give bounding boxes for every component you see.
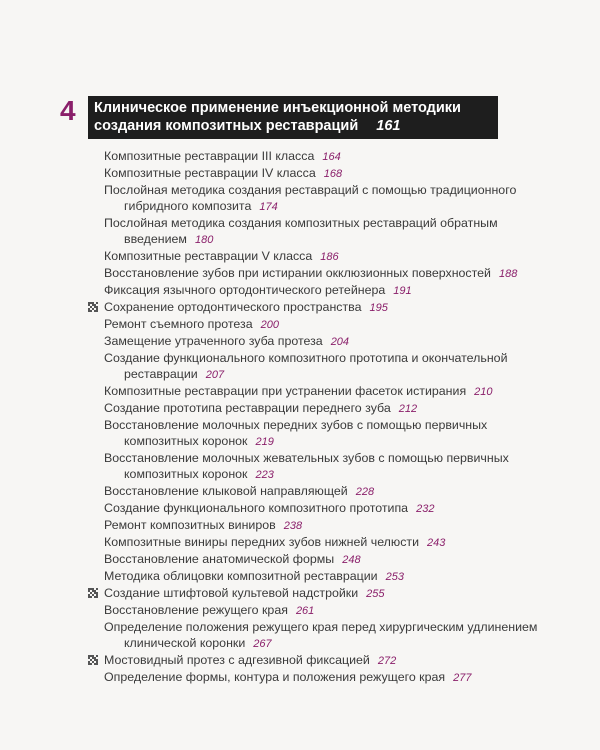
- toc-entry-page: 248: [342, 554, 361, 566]
- toc-entry-title-continuation: гибридного композита: [124, 199, 252, 213]
- toc-entry-title: Восстановление клыковой направляющей: [104, 484, 348, 498]
- toc-entry-title-continuation: композитных коронок: [124, 434, 248, 448]
- qr-code-icon: [88, 655, 98, 665]
- toc-entry-page: 232: [416, 503, 435, 515]
- toc-entry[interactable]: [84, 165, 554, 182]
- toc-entry[interactable]: [84, 500, 554, 517]
- toc-entry-title: Создание функционального композитного прототипа и окончательной: [104, 351, 508, 365]
- toc-entry-title: Ремонт съемного протеза: [104, 317, 253, 331]
- toc-entry-title: Создание функционального композитного прототипа: [104, 501, 409, 515]
- toc-entry-page: 168: [323, 168, 343, 180]
- toc-entry[interactable]: [84, 517, 554, 534]
- toc-entry-title: Восстановление анатомической формы: [104, 552, 335, 566]
- toc-entry[interactable]: [84, 182, 554, 215]
- toc-entry-page: 186: [320, 251, 339, 263]
- toc-entry-page: 180: [194, 234, 214, 246]
- toc-entry[interactable]: [84, 417, 554, 450]
- toc-entry[interactable]: [84, 602, 554, 619]
- chapter-title-box: [88, 96, 498, 139]
- toc-entry-page: 261: [295, 605, 315, 617]
- qr-code-icon: [88, 588, 98, 598]
- toc-entry-title: Фиксация язычного ортодонтического ретейнера: [104, 283, 386, 297]
- toc-entry-title-continuation: композитных коронок: [124, 467, 248, 481]
- toc-entry-page: 188: [498, 268, 518, 280]
- toc-entry-title: Замещение утраченного зуба протеза: [104, 334, 323, 348]
- toc-entry-title: Определение положения режущего края перед хирургическим удлинением: [104, 620, 538, 634]
- toc-entry-title: Композитные реставрации V класса: [104, 249, 313, 263]
- toc-entry[interactable]: [84, 299, 554, 316]
- chapter-number: 4: [60, 95, 76, 126]
- toc-entry-title: Создание штифтовой культевой надстройки: [104, 586, 359, 600]
- toc-entry-page: 174: [259, 201, 278, 213]
- toc-entry-page: 200: [260, 319, 279, 331]
- toc-entry-title: Ремонт композитных виниров: [104, 518, 276, 532]
- toc-entry-page: 272: [377, 655, 397, 667]
- toc-entry-page: 228: [355, 486, 375, 498]
- toc-entry[interactable]: [84, 585, 554, 602]
- chapter-title-line-1: Клиническое применение инъекционной методики: [94, 100, 461, 116]
- toc-entry[interactable]: [84, 450, 554, 483]
- toc-entry-title: Мостовидный протез с адгезивной фиксацией: [104, 653, 370, 667]
- toc-entry-title: Восстановление молочных передних зубов с помощью первичных: [104, 418, 488, 432]
- toc-entry-title: Восстановление молочных жевательных зубов с помощью первичных: [104, 451, 509, 465]
- toc-entry-title: Композитные виниры передних зубов нижней челюсти: [104, 535, 419, 549]
- toc-entry-page: 191: [393, 285, 412, 297]
- chapter-title-line-2: создания композитных реставраций: [94, 118, 359, 134]
- table-of-contents: [84, 148, 554, 686]
- toc-entry[interactable]: [84, 669, 554, 686]
- toc-entry-title-continuation: реставрации: [124, 367, 198, 381]
- toc-entry-title: Восстановление режущего края: [104, 603, 288, 617]
- toc-entry-page: 277: [453, 672, 472, 684]
- toc-entry-title: Послойная методика создания композитных реставраций обратным: [104, 216, 498, 230]
- toc-entry[interactable]: [84, 148, 554, 165]
- toc-entry-page: 204: [330, 336, 350, 348]
- toc-entry-page: 243: [427, 537, 446, 549]
- toc-entry-page: 255: [366, 588, 385, 600]
- toc-entry[interactable]: [84, 282, 554, 299]
- toc-entry-title: Восстановление зубов при истирании окклюзионных поверхностей: [104, 266, 491, 280]
- toc-entry[interactable]: [84, 652, 554, 669]
- toc-entry-title: Методика облицовки композитной реставрации: [104, 569, 378, 583]
- toc-entry[interactable]: [84, 619, 554, 652]
- toc-entry-title: Определение формы, контура и положения режущего края: [104, 670, 446, 684]
- toc-entry[interactable]: [84, 350, 554, 383]
- toc-entry-title-continuation: клинической коронки: [124, 636, 246, 650]
- chapter-page-number: 161: [376, 118, 401, 134]
- toc-entry-title-continuation: введением: [124, 232, 187, 246]
- toc-entry-page: 267: [253, 638, 272, 650]
- toc-entry[interactable]: [84, 316, 554, 333]
- toc-entry-page: 210: [474, 386, 493, 398]
- qr-code-icon: [88, 302, 98, 312]
- toc-entry-page: 212: [398, 403, 418, 415]
- toc-entry-title: Композитные реставрации III класса: [104, 149, 315, 163]
- toc-entry-page: 219: [255, 436, 274, 448]
- toc-entry[interactable]: [84, 383, 554, 400]
- toc-entry[interactable]: [84, 400, 554, 417]
- chapter-header: [60, 96, 498, 139]
- toc-entry-page: 223: [255, 469, 274, 481]
- toc-entry[interactable]: [84, 265, 554, 282]
- toc-entry[interactable]: [84, 483, 554, 500]
- toc-entry-page: 164: [322, 151, 341, 163]
- toc-entry[interactable]: [84, 534, 554, 551]
- toc-entry[interactable]: [84, 215, 554, 248]
- toc-entry[interactable]: [84, 568, 554, 585]
- toc-entry-title: Послойная методика создания реставраций с помощью традиционного: [104, 183, 517, 197]
- toc-entry-title: Композитные реставрации IV класса: [104, 166, 316, 180]
- toc-entry-title: Сохранение ортодонтического пространства: [104, 300, 362, 314]
- toc-entry-page: 195: [369, 302, 388, 314]
- toc-entry-title: Композитные реставрации при устранении фасеток истирания: [104, 384, 467, 398]
- toc-entry-page: 253: [385, 571, 404, 583]
- toc-entry-title: Создание прототипа реставрации переднего зуба: [104, 401, 391, 415]
- toc-entry-page: 238: [283, 520, 303, 532]
- toc-entry[interactable]: [84, 333, 554, 350]
- toc-entry-page: 207: [205, 369, 225, 381]
- toc-entry[interactable]: [84, 551, 554, 568]
- toc-entry[interactable]: [84, 248, 554, 265]
